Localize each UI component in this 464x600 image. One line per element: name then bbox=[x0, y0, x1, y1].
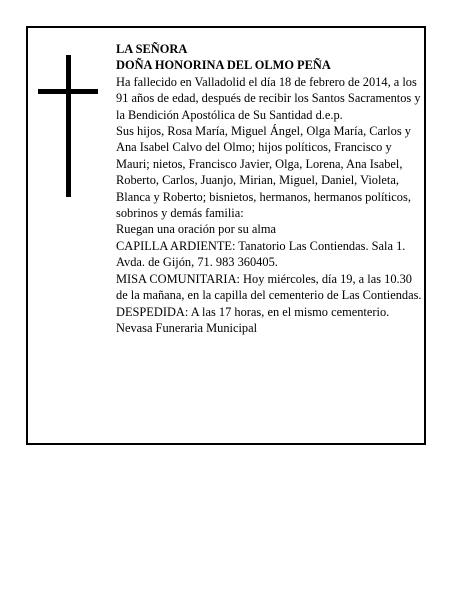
funeral-home: Nevasa Funeraria Municipal bbox=[116, 320, 258, 335]
notice-heading-title: LA SEÑORA bbox=[116, 42, 188, 56]
farewell-info: DESPEDIDA: A las 17 horas, en el mismo cementerio. bbox=[116, 304, 390, 319]
death-announcement: Ha fallecido en Valladolid el día 18 de febrero de 2014, a los 91 años de edad, después de recibir los Santos Sacramentos y la Bendición Apostólica de Su Santidad d.e.p. bbox=[116, 74, 421, 122]
cross-horizontal-bar bbox=[38, 89, 98, 94]
cross-icon bbox=[38, 55, 98, 197]
deceased-name: DOÑA HONORINA DEL OLMO PEÑA bbox=[116, 58, 331, 73]
notice-text bbox=[116, 41, 424, 336]
prayer-request: Ruegan una oración por su alma bbox=[116, 222, 276, 237]
family-list: Sus hijos, Rosa María, Miguel Ángel, Olga María, Carlos y Ana Isabel Calvo del Olmo; hijos políticos, Francisco y Mauri; nietos, Francisco Javier, Olga, Lorena, Ana Isabel, Roberto, Carlos, Juanjo, Mirian, Miguel, Daniel, Violeta, Blanca y Roberto; bisnietos, hermanos, hermanos políticos, sobrinos y demás familia: bbox=[116, 124, 411, 221]
chapel-info: CAPILLA ARDIENTE: Tanatorio Las Contiendas. Sala 1. Avda. de Gijón, 71. 983 360405. bbox=[116, 238, 406, 270]
cross-vertical-bar bbox=[66, 55, 71, 197]
obituary-notice bbox=[26, 26, 426, 445]
mass-info: MISA COMUNITARIA: Hoy miércoles, día 19, a las 10.30 de la mañana, en la capilla del cementerio de Las Contiendas. bbox=[116, 271, 422, 303]
